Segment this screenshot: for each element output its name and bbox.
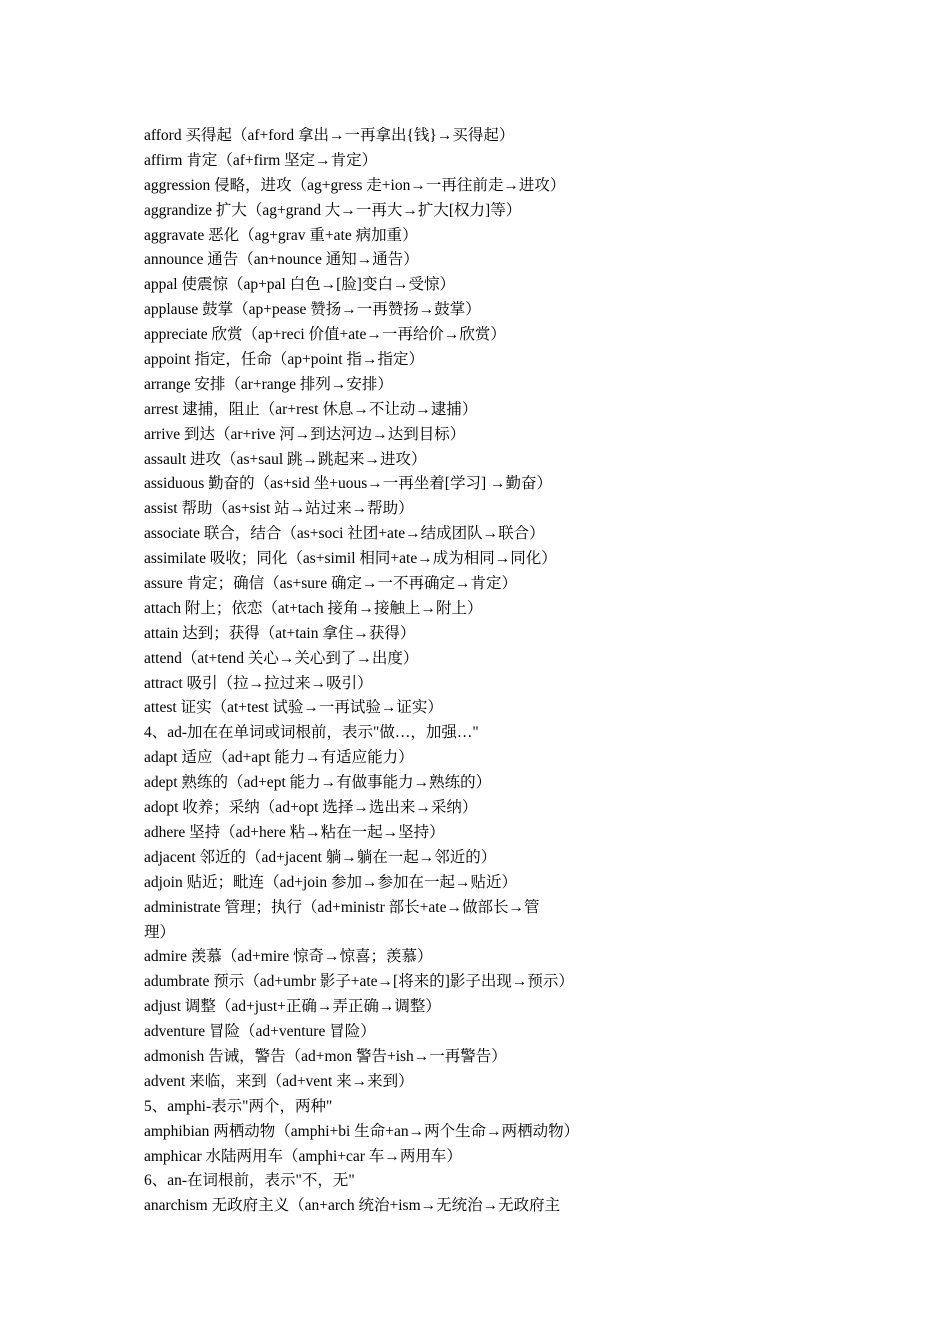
text-line: attend（at+tend 关心→关心到了→出度） (144, 649, 419, 667)
text-line: admonish 告诫，警告（ad+mon 警告+ish→一再警告） (144, 1047, 507, 1065)
text-line: aggrandize 扩大（ag+grand 大→一再大→扩大[权力]等） (144, 201, 522, 219)
text-line: affirm 肯定（af+firm 坚定→肯定） (144, 151, 378, 169)
text-line: adjust 调整（ad+just+正确→弄正确→调整） (144, 998, 441, 1016)
text-line: adjacent 邻近的（ad+jacent 躺→躺在一起→邻近的） (144, 848, 497, 866)
text-line: adept 熟练的（ad+ept 能力→有做事能力→熟练的） (144, 774, 492, 792)
text-line: amphicar 水陆两用车（amphi+car 车→两用车） (144, 1147, 462, 1165)
text-line: aggression 侵略，进攻（ag+gress 走+ion→一再往前走→进攻） (144, 176, 566, 194)
text-line: adventure 冒险（ad+venture 冒险） (144, 1023, 376, 1041)
text-line: appreciate 欣赏（ap+reci 价值+ate→一再给价→欣赏） (144, 326, 506, 344)
document-body (144, 124, 624, 1219)
text-line: anarchism 无政府主义（an+arch 统治+ism→无统治→无政府主 (144, 1197, 561, 1215)
text-line: arrive 到达（ar+rive 河→到达河边→达到目标） (144, 425, 466, 443)
text-line: assault 进攻（as+saul 跳→跳起来→进攻） (144, 450, 427, 468)
text-line: appal 使震惊（ap+pal 白色→[脸]变白→受惊） (144, 276, 455, 294)
text-line: advent 来临，来到（ad+vent 来→来到） (144, 1072, 414, 1090)
text-line: assimilate 吸收；同化（as+simil 相同+ate→成为相同→同化） (144, 550, 557, 568)
text-line: afford 买得起（af+ford 拿出→一再拿出{钱}→买得起） (144, 127, 515, 144)
text-line: applause 鼓掌（ap+pease 赞扬→一再赞扬→鼓掌） (144, 301, 481, 319)
text-line: attach 附上；依恋（at+tach 接角→接触上→附上） (144, 599, 483, 617)
section-heading: 5、amphi-表示"两个，两种" (144, 1097, 333, 1115)
text-line: assiduous 勤奋的（as+sid 坐+uous→一再坐着[学习] →勤奋） (144, 475, 552, 493)
section-heading: 4、ad-加在在单词或词根前，表示"做…，加强…" (144, 724, 479, 742)
text-line: assure 肯定；确信（as+sure 确定→一不再确定→肯定） (144, 575, 517, 593)
text-line: admire 羡慕（ad+mire 惊奇→惊喜；羡慕） (144, 948, 433, 966)
text-line: adjoin 贴近；毗连（ad+join 参加→参加在一起→贴近） (144, 873, 517, 891)
text-line: associate 联合，结合（as+soci 社团+ate→结成团队→联合） (144, 525, 545, 543)
text-line: administrate 管理；执行（ad+ministr 部长+ate→做部长→管 (144, 898, 540, 916)
text-line: arrest 逮捕，阻止（ar+rest 休息→不让动→逮捕） (144, 400, 478, 418)
text-line: announce 通告（an+nounce 通知→通告） (144, 251, 419, 269)
text-line: aggravate 恶化（ag+grav 重+ate 病加重） (144, 226, 418, 244)
text-line: assist 帮助（as+sist 站→站过来→帮助） (144, 500, 414, 518)
text-line: adopt 收养；采纳（ad+opt 选择→选出来→采纳） (144, 799, 478, 817)
text-line: arrange 安排（ar+range 排列→安排） (144, 375, 393, 393)
text-line: adhere 坚持（ad+here 粘→粘在一起→坚持） (144, 823, 445, 841)
text-line: attract 吸引（拉→拉过来→吸引） (144, 674, 373, 692)
section-heading: 6、an-在词根前，表示"不，无" (144, 1172, 355, 1190)
text-line: 理） (144, 923, 176, 941)
text-line: appoint 指定，任命（ap+point 指→指定） (144, 351, 424, 369)
text-line: adumbrate 预示（ad+umbr 影子+ate→[将来的]影子出现→预示） (144, 973, 574, 991)
text-line: attest 证实（at+test 试验→一再试验→证实） (144, 699, 443, 717)
text-line: amphibian 两栖动物（amphi+bi 生命+an→两个生命→两栖动物） (144, 1122, 580, 1140)
text-line: attain 达到；获得（at+tain 拿住→获得） (144, 624, 416, 642)
text-line: adapt 适应（ad+apt 能力→有适应能力） (144, 749, 414, 767)
